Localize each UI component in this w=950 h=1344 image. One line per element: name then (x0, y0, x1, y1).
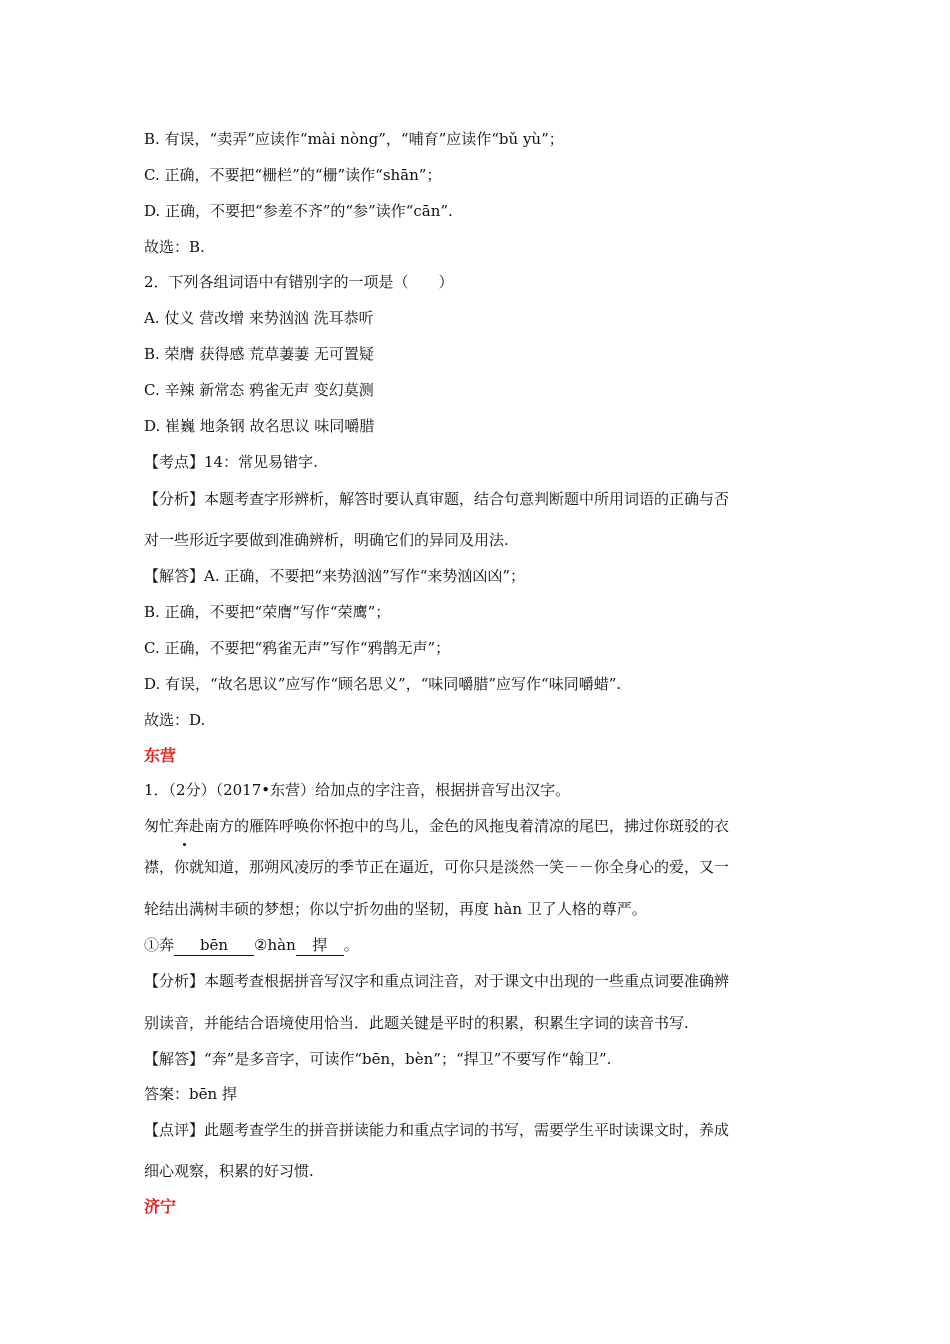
knowledge-point: 【考点】14：常见易错字. (144, 453, 318, 471)
blank-1-label: ①奔 (144, 936, 175, 954)
solution-a: 【解答】A. 正确，不要把“来势汹汹”写作“来势汹凶凶”； (144, 567, 526, 585)
passage-line-2: 襟，你就知道，那朔风凌厉的季节正在逼近，可你只是淡然一笑－－你全身心的爱，又一 (144, 858, 730, 876)
answer-option-c-reading: C. 正确，不要把“栅栏”的“栅”读作“shān”； (144, 166, 442, 184)
answer-option-b-reading: B. 有误，“卖弄”应读作“mài nòng”，“哺育”应读作“bǔ yù”； (144, 130, 564, 148)
question-2-option-d: D. 崔巍 地条钢 故名思议 味同嚼腊 (144, 417, 375, 435)
emphasis-dot (183, 843, 186, 846)
final-answer: 答案：bēn 捍 (144, 1085, 237, 1103)
analysis-line-1: 【分析】本题考查字形辨析，解答时要认真审题，结合句意判断题中所用词语的正确与否 (144, 490, 730, 508)
answer-option-d-reading: D. 正确，不要把“参差不齐”的“参”读作“cān”. (144, 202, 453, 220)
comment-line-1: 【点评】此题考查学生的拼音拼读能力和重点字词的书写，需要学生平时读课文时，养成 (144, 1121, 730, 1139)
solution-c: C. 正确，不要把“鸦雀无声”写作“鸦鹊无声”； (144, 639, 451, 657)
answer-choice-b: 故选：B. (144, 238, 205, 256)
analysis-line-2: 别读音，并能结合语境使用恰当．此题关键是平时的积累，积累生字词的读音书写. (144, 1014, 689, 1032)
solution-b: B. 正确，不要把“荣膺”写作“荣鹰”； (144, 603, 391, 621)
question-2-option-c: C. 辛辣 新常态 鸦雀无声 变幻莫测 (144, 381, 374, 399)
blank-end: 。 (343, 936, 359, 954)
passage-line-3: 轮结出满树丰硕的梦想；你以宁折勿曲的坚韧，再度 hàn 卫了人格的尊严。 (144, 900, 647, 918)
blank-1-answer: bēn (174, 935, 254, 956)
blank-2-answer: 捍 (296, 935, 344, 956)
question-2-stem: 2．下列各组词语中有错别字的一项是（ ） (144, 273, 454, 291)
solution-text: 【解答】“奔”是多音字，可读作“bēn，bèn”；“捍卫”不要写作“翰卫”. (144, 1050, 612, 1068)
question-2-option-b: B. 荣膺 获得感 荒草萋萋 无可置疑 (144, 345, 374, 363)
solution-d: D. 有误，“故名思议”应写作“顾名思义”，“味同嚼腊”应写作“味同嚼蜡”. (144, 675, 622, 693)
section-heading-dongying: 东营 (144, 746, 177, 765)
question-2-option-a: A. 仗义 营改增 来势汹汹 洗耳恭听 (144, 309, 374, 327)
comment-line-2: 细心观察，积累的好习惯. (144, 1162, 314, 1180)
blank-2-label: ②hàn (254, 936, 296, 954)
passage-line-1: 匆忙奔赴南方的雁阵呼唤你怀抱中的鸟儿，金色的风拖曳着清凉的尾巴，拂过你斑驳的衣 (144, 817, 730, 835)
question-1-stem: 1．（2分）（2017•东营）给加点的字注音，根据拼音写出汉字。 (144, 781, 571, 799)
analysis-line-1: 【分析】本题考查根据拼音写汉字和重点词注音，对于课文中出现的一些重点词要准确辨 (144, 972, 730, 990)
section-heading-jining: 济宁 (144, 1197, 177, 1216)
fill-in-answer-line (144, 934, 359, 956)
analysis-line-2: 对一些形近字要做到准确辨析，明确它们的异同及用法. (144, 531, 509, 549)
answer-choice-d: 故选：D. (144, 711, 206, 729)
